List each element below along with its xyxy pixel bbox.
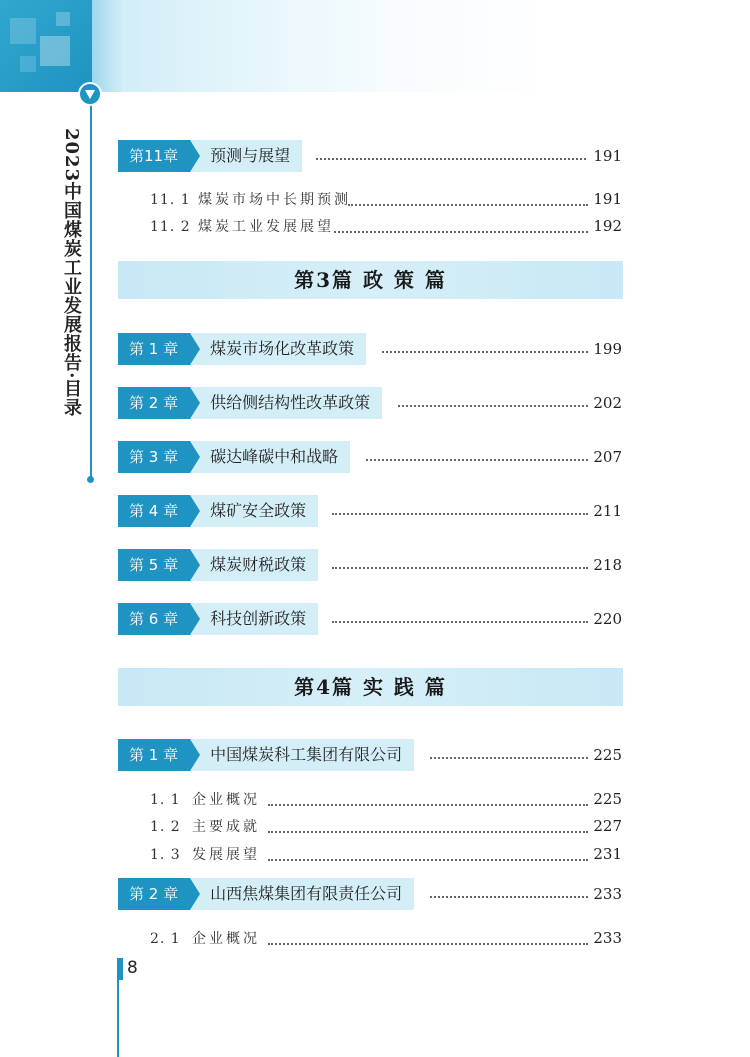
header-banner bbox=[92, 0, 750, 92]
page-ref: 192 bbox=[593, 217, 622, 235]
part3-chapter-5[interactable] bbox=[118, 549, 318, 581]
chapter-title: 中国煤炭科工集团有限公司 bbox=[190, 739, 414, 771]
page-ref: 233 bbox=[593, 929, 622, 947]
page-ref: 227 bbox=[593, 817, 622, 835]
chapter-title: 煤炭财税政策 bbox=[190, 549, 318, 581]
section-1-1[interactable]: 1. 1 企业概况 bbox=[150, 792, 260, 808]
part3-chapter-1[interactable] bbox=[118, 333, 366, 365]
running-head: 2023中国煤炭工业发展报告·目录 bbox=[61, 128, 82, 418]
margin-line bbox=[90, 92, 92, 482]
chapter-number: 第 2 章 bbox=[118, 878, 190, 910]
page-ref: 233 bbox=[593, 885, 622, 903]
chapter-title: 科技创新政策 bbox=[190, 603, 318, 635]
chapter-title: 预测与展望 bbox=[190, 140, 302, 172]
section-2-1[interactable]: 2. 1 企业概况 bbox=[150, 931, 260, 947]
header-stripe bbox=[92, 0, 126, 92]
chapter-title: 煤矿安全政策 bbox=[190, 495, 318, 527]
page-number-marker bbox=[117, 958, 123, 980]
part3-chapter-2[interactable] bbox=[118, 387, 382, 419]
page-ref: 199 bbox=[593, 340, 622, 358]
page-ref: 231 bbox=[593, 845, 622, 863]
chapter-title: 供给侧结构性改革政策 bbox=[190, 387, 382, 419]
section-1-3[interactable]: 1. 3 发展展望 bbox=[150, 847, 260, 863]
header-corner-block bbox=[0, 0, 92, 92]
section-1-2[interactable]: 1. 2 主要成就 bbox=[150, 819, 260, 835]
page-ref: 225 bbox=[593, 746, 622, 764]
margin-dot bbox=[87, 476, 94, 483]
chapter-number: 第 6 章 bbox=[118, 603, 190, 635]
page-ref: 211 bbox=[593, 502, 622, 520]
part3-chapter-4[interactable] bbox=[118, 495, 318, 527]
chapter-11[interactable] bbox=[118, 140, 302, 172]
part3-chapter-3[interactable] bbox=[118, 441, 350, 473]
chapter-title: 山西焦煤集团有限责任公司 bbox=[190, 878, 414, 910]
part3-chapter-6[interactable] bbox=[118, 603, 318, 635]
chapter-number: 第 4 章 bbox=[118, 495, 190, 527]
part-4-heading: 第4篇 实 践 篇 bbox=[118, 668, 623, 706]
page-ref: 218 bbox=[593, 556, 622, 574]
chevron-down-icon bbox=[78, 82, 102, 106]
section-11-1[interactable]: 11. 1 煤炭市场中长期预测 bbox=[150, 192, 351, 208]
chapter-title: 煤炭市场化改革政策 bbox=[190, 333, 366, 365]
chapter-number: 第 1 章 bbox=[118, 739, 190, 771]
page-ref: 207 bbox=[593, 448, 622, 466]
part-3-heading: 第3篇 政 策 篇 bbox=[118, 261, 623, 299]
chapter-number: 第 2 章 bbox=[118, 387, 190, 419]
chapter-number: 第 1 章 bbox=[118, 333, 190, 365]
chapter-title: 碳达峰碳中和战略 bbox=[190, 441, 350, 473]
section-11-2[interactable]: 11. 2 煤炭工业发展展望 bbox=[150, 219, 334, 235]
page-ref: 225 bbox=[593, 790, 622, 808]
page-ref: 191 bbox=[593, 190, 622, 208]
chapter-number: 第11章 bbox=[118, 140, 190, 172]
page-ref: 191 bbox=[593, 147, 622, 165]
page-number: 8 bbox=[127, 958, 138, 978]
part4-chapter-1[interactable] bbox=[118, 739, 414, 771]
chapter-number: 第 3 章 bbox=[118, 441, 190, 473]
page-ref: 202 bbox=[593, 394, 622, 412]
part4-chapter-2[interactable] bbox=[118, 878, 414, 910]
page-ref: 220 bbox=[593, 610, 622, 628]
chapter-number: 第 5 章 bbox=[118, 549, 190, 581]
